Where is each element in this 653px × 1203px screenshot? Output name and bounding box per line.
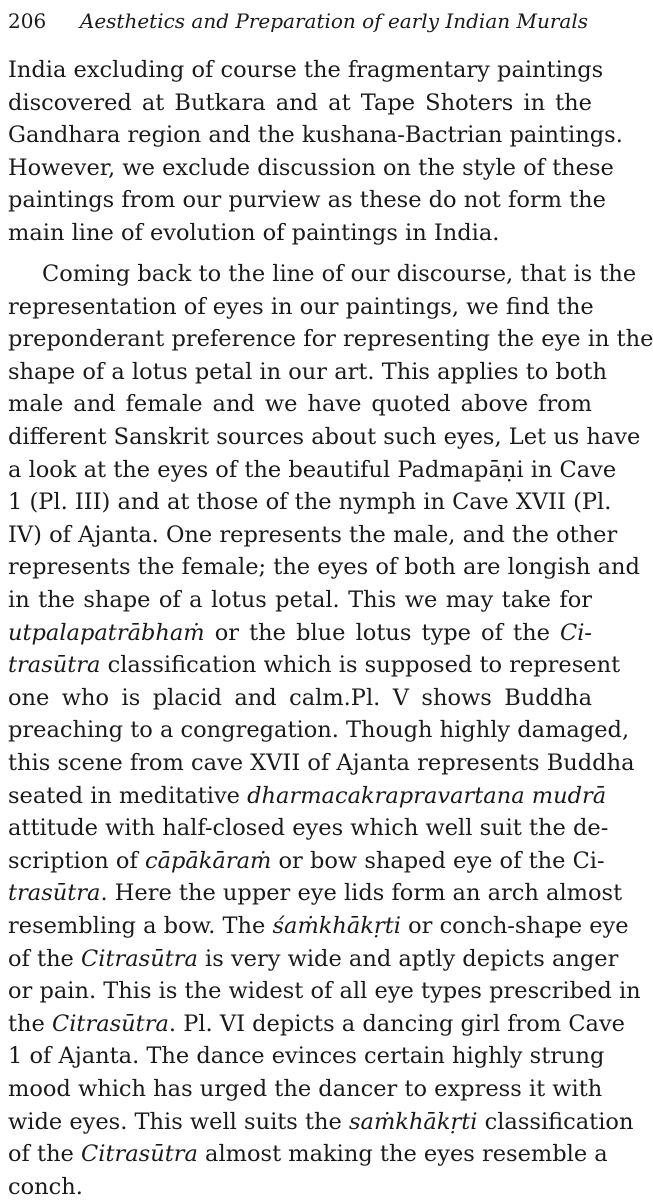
text-line [8, 780, 607, 812]
text-run: preaching to a congregation. Though highly damaged, [8, 717, 630, 744]
running-header [8, 6, 592, 36]
text-run: is very wide and aptly depicts anger [197, 945, 619, 972]
text-line [8, 1106, 634, 1138]
text-run: discovered at Butkara and at Tape Shoters in the [8, 89, 592, 116]
text-line [42, 258, 637, 290]
text-line [8, 454, 617, 486]
text-line [8, 486, 612, 518]
text-run: a look at the eyes of the beautiful Padmapāṇi in Cave [8, 456, 617, 483]
text-line [8, 152, 614, 184]
text-run: different Sanskrit sources about such eyes, Let us have [8, 424, 641, 450]
text-line [8, 421, 641, 453]
italic-term: Ci- [559, 619, 592, 646]
text-line [8, 1073, 603, 1105]
italic-term: Citrasūtra [81, 1141, 198, 1168]
text-run: almost making the eyes resemble a [197, 1141, 608, 1168]
text-run: shape of a lotus petal in our art. This applies to both [8, 358, 607, 385]
text-line [8, 682, 592, 714]
text-run: main line of evolution of paintings in India. [8, 220, 500, 246]
text-line [8, 1171, 592, 1203]
text-line [8, 845, 605, 877]
text-run: this scene from cave XVII of Ajanta represents Buddha [8, 750, 635, 776]
italic-term: saṁkhākṛti [349, 1108, 478, 1135]
text-run: the [8, 1010, 53, 1037]
text-run: However, we exclude discussion on the style of these [8, 154, 614, 181]
italic-term: Citrasūtra [52, 1010, 169, 1037]
italic-term: cāpākāraṁ [144, 847, 272, 874]
text-run: resembling a bow. The [8, 913, 273, 939]
text-run: or bow shaped eye of the Ci- [271, 847, 605, 874]
text-run: one who is placid and calm.Pl. V shows Buddha [8, 684, 592, 711]
text-line [8, 119, 623, 151]
text-line [8, 910, 629, 942]
text-line [8, 323, 653, 355]
text-run: representation of eyes in our paintings, we find the [8, 293, 594, 320]
text-line [8, 975, 641, 1007]
running-title: Aesthetics and Preparation of early Indian Murals [79, 9, 588, 33]
text-line [8, 617, 592, 649]
text-run: preponderant preference for representing the eye in the [8, 326, 653, 353]
text-line [8, 87, 592, 119]
text-line [8, 943, 619, 975]
text-run: mood which has urged the dancer to express it with [8, 1076, 603, 1102]
text-line [8, 356, 607, 388]
page-number: 206 [8, 9, 47, 33]
italic-term: dharmacakrapravartana mudrā [247, 782, 607, 809]
text-run: or pain. This is the widest of all eye types prescribed in [8, 978, 641, 1005]
text-line [8, 1040, 605, 1072]
text-line [8, 812, 609, 844]
text-run: of the [8, 1141, 82, 1168]
text-line [8, 54, 604, 86]
text-line [8, 291, 592, 323]
text-run: of the [8, 945, 82, 972]
text-run: IV) of Ajanta. One represents the male, and the other [8, 521, 618, 548]
text-run: conch. [8, 1173, 83, 1200]
text-run: . Here the upper eye lids form an arch almost [100, 880, 623, 907]
italic-term: trasūtra [8, 652, 101, 679]
text-line [8, 584, 592, 616]
italic-term: utpalapatrābhaṁ [8, 619, 205, 646]
text-line [8, 217, 592, 249]
text-line [8, 1138, 608, 1170]
text-run: classification [477, 1108, 634, 1135]
text-run: . Pl. VI depicts a dancing girl from Cave [168, 1010, 625, 1037]
text-run: male and female and we have quoted above from [8, 391, 592, 418]
italic-term: trasūtra [8, 880, 101, 907]
text-run: or conch-shape eye [400, 913, 629, 939]
text-run: wide eyes. This well suits the [8, 1108, 350, 1135]
text-run: seated in meditative [8, 782, 248, 809]
text-run: scription of [8, 847, 145, 874]
text-run: in the shape of a lotus petal. This we may take for [8, 587, 592, 613]
text-run: classification which is supposed to represent [100, 652, 621, 679]
text-run: 1 of Ajanta. The dance evinces certain highly strung [8, 1043, 605, 1070]
text-run: Gandhara region and the kushana-Bactrian paintings. [8, 122, 623, 149]
text-line [8, 714, 630, 746]
text-line [8, 649, 621, 681]
text-run: represents the female; the eyes of both are longish and [8, 554, 640, 581]
text-run: India excluding of course the fragmentary paintings [8, 57, 604, 83]
italic-term: Citrasūtra [81, 945, 198, 972]
text-run: paintings from our purview as these do not form the [8, 187, 606, 214]
text-line [8, 877, 623, 909]
text-run: attitude with half-closed eyes which well suit the de- [8, 815, 609, 842]
text-line [8, 1008, 625, 1040]
text-line [8, 519, 618, 551]
text-run: Coming back to the line of our discourse, that is the [42, 261, 637, 287]
text-run: or the blue lotus type of the [204, 619, 560, 646]
text-line [8, 184, 606, 216]
italic-term: śaṁkhākṛti [272, 913, 401, 939]
text-line [8, 747, 635, 779]
text-line [8, 551, 640, 583]
text-run: 1 (Pl. III) and at those of the nymph in Cave XVII (Pl. [8, 489, 612, 516]
text-line [8, 388, 592, 420]
